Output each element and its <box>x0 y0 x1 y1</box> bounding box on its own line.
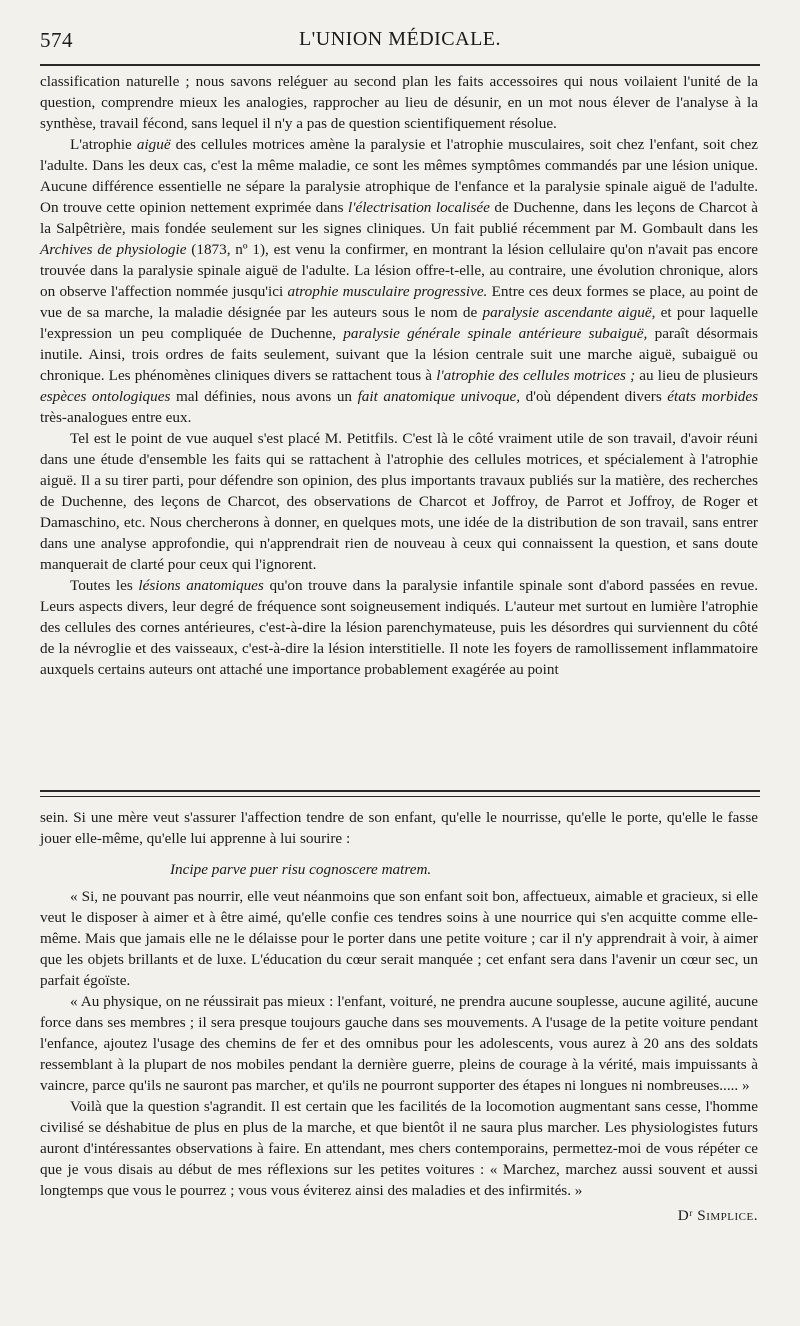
header-rule <box>40 64 760 66</box>
main-article <box>40 71 758 680</box>
text-run: et pour laquelle l'expression un peu compliquée de Duchenne, <box>40 304 758 342</box>
text-run: de Duchenne, dans les leçons de Charcot à la Salpêtrière, mais fondée seulement sur les signes cliniques. Un fait publié récemment par M. Gombault dans les <box>40 199 759 237</box>
italic-run: l'atrophie des cellules motrices ; <box>436 367 636 384</box>
paragraph: Voilà que la question s'agrandit. Il est certain que les facilités de la locomotion augmentant sans cesse, l'homme civilisé se déshabitue de plus en plus de la marche, et que bientôt il ne saura plus marcher. Les physiologistes futurs auront d'intéressantes observations à faire. En attendant, mes chers contemporains, permettez-moi de vous répéter ce que je vous disais au début de mes réflexions sur les petites voitures : « Marchez, marchez aussi souvent et aussi longtemps que vous le pourrez ; vous vous éviterez ainsi des maladies et des infirmités. » <box>40 1098 758 1199</box>
author-signature: Dʳ Simplice. <box>677 1207 758 1224</box>
paragraph: « Au physique, on ne réussirait pas mieux : l'enfant, voituré, ne prendra aucune souplesse, aucune agilité, aucune force dans ses membres ; il sera presque toujours gauche dans ses mouvements. A l'usage de la petite voiture pendant l'enfance, ajoutez l'usage des chemins de fer et des omnibus pour les adolescents, vous aurez à 20 ans des soldats ressemblant à la plupart de nos mobiles pendant la dernière guerre, pleins de courage à la vérité, mais impuissants à vaincre, parce qu'ils ne sauront pas marcher, et qu'ils ne pourront supporter des étapes ni longues ni nombreuses..... » <box>40 993 758 1094</box>
italic-run: espèces ontologiques <box>40 388 171 405</box>
latin-quotation: Incipe parve puer risu cognoscere matrem. <box>170 861 432 878</box>
text-run: Toutes les <box>70 577 133 594</box>
italic-run: paralysie générale spinale antérieure subaiguë, <box>343 325 648 342</box>
text-run: L'atrophie <box>70 136 132 153</box>
paragraph: classification naturelle ; nous savons reléguer au second plan les faits accessoires qui nous voilaient l'unité de la question, comprendre mieux les analogies, rapprocher au lieu de désunir, en un mot nous élever de l'analyse à la synthèse, travail fécond, sans lequel il n'y a pas de question scientifiquement résolue. <box>40 73 758 132</box>
text-run: qu'on trouve dans la paralysie infantile spinale sont d'abord passées en revue. Leurs aspects divers, leur degré de fréquence sont soigneusement indiqués. L'auteur met surtout en lumière l'atrophie des cellules des cornes antérieures, c'est-à-dire la lésion parenchymateuse, puis les désordres qui surviennent du côté de la névroglie et des vaisseaux, c'est-à-dire la lésion interstitielle. Il note les foyers de ramollissement inflammatoire auxquels certains auteurs ont attaché une importance probablement exagérée au point <box>40 577 759 678</box>
paragraph: « Si, ne pouvant pas nourrir, elle veut néanmoins que son enfant soit bon, affectueux, aimable et gracieux, si elle veut le disposer à aimer et à être aimé, qu'elle confie ces tendres soins à une nourrice qui s'en acquitte comme elle-même. Mais que jamais elle ne le délaisse pour le porter dans une petite voiture ; car il n'y apprendrait à voir, à aimer que les objets brillants et de luxe. L'éducation du cœur serait manquée ; cet enfant sera dans l'avenir un cœur sec, un parfait égoïste. <box>40 888 758 989</box>
feuilleton-separator <box>40 790 760 797</box>
italic-run: états morbides <box>667 388 759 405</box>
text-run: paraît désormais inutile. Ainsi, trois ordres de faits seulement, suivant que la lésion centrale suit une marche aiguë, subaiguë ou chronique. Les phénomènes cliniques divers se rattachent tous à <box>40 325 759 384</box>
italic-run: Archives de physiologie <box>40 241 187 258</box>
italic-run: paralysie ascendante aiguë, <box>482 304 656 321</box>
italic-run: aiguë <box>136 136 171 153</box>
text-run: très-analogues entre eux. <box>40 409 192 426</box>
text-run: d'où dépendent divers <box>525 388 662 405</box>
paragraph: sein. Si une mère veut s'assurer l'affection tendre de son enfant, qu'elle le nourrisse, qu'elle le porte, qu'elle le fasse jouer elle-même, qu'elle lui apprenne à lui sourire : <box>40 809 758 847</box>
italic-run: l'électrisation localisée <box>348 199 490 216</box>
italic-run: fait anatomique univoque, <box>357 388 521 405</box>
paragraph <box>40 134 758 428</box>
running-title: L'UNION MÉDICALE. <box>298 28 502 50</box>
italic-run: atrophie musculaire progressive. <box>287 283 488 300</box>
page-number: 574 <box>40 28 73 52</box>
text-run: au lieu de plusieurs <box>639 367 759 384</box>
text-run: Entre ces deux formes se place, au point de vue de sa marche, la maladie désignée par les auteurs sous le nom de <box>40 283 759 321</box>
text-run: des cellules motrices amène la paralysie et l'atrophie musculaires, soit chez l'enfant, soit chez l'adulte. Dans les deux cas, c'est la même maladie, ce sont les mêmes symptômes commandés par une lésion unique. Aucune différence essentielle ne sépare la paralysie atrophique de l'enfance et la paralysie spinale aiguë de l'adulte. On trouve cette opinion nettement exprimée dans <box>40 136 758 216</box>
page-header <box>40 28 760 62</box>
paragraph: Tel est le point de vue auquel s'est placé M. Petitfils. C'est là le côté vraiment utile de son travail, d'avoir réuni dans une étude d'ensemble les faits qui se rattachent à l'atrophie des cellules motrices, et spécialement à l'atrophie aiguë. Il a su tirer parti, pour défendre son opinion, des plus importants travaux publiés sur la matière, des recherches de Duchenne, des leçons de Charcot, des observations de Charcot et Joffroy, de Parrot et Joffroy, de Roger et Damaschino, etc. Nous chercherons à donner, en quelques mots, une idée de la distribution de son travail, sans entrer dans une analyse approfondie, qui n'apprendrait rien de nouveau à ceux qui connaissent la question, et sans doute manquerait de clarté pour ceux qui l'ignorent. <box>40 430 758 573</box>
feuilleton-article <box>40 807 758 1226</box>
text-run: (1873, nº 1), est venu la confirmer, en montrant la lésion cellulaire qu'on n'avait pas encore trouvée dans la paralysie spinale aiguë de l'adulte. La lésion offre-t-elle, au contraire, une évolution chronique, alors on observe l'affection nommée jusqu'ici <box>40 241 759 300</box>
text-run: mal définies, nous avons un <box>175 388 353 405</box>
paragraph <box>40 575 758 680</box>
italic-run: lésions anatomiques <box>138 577 264 594</box>
